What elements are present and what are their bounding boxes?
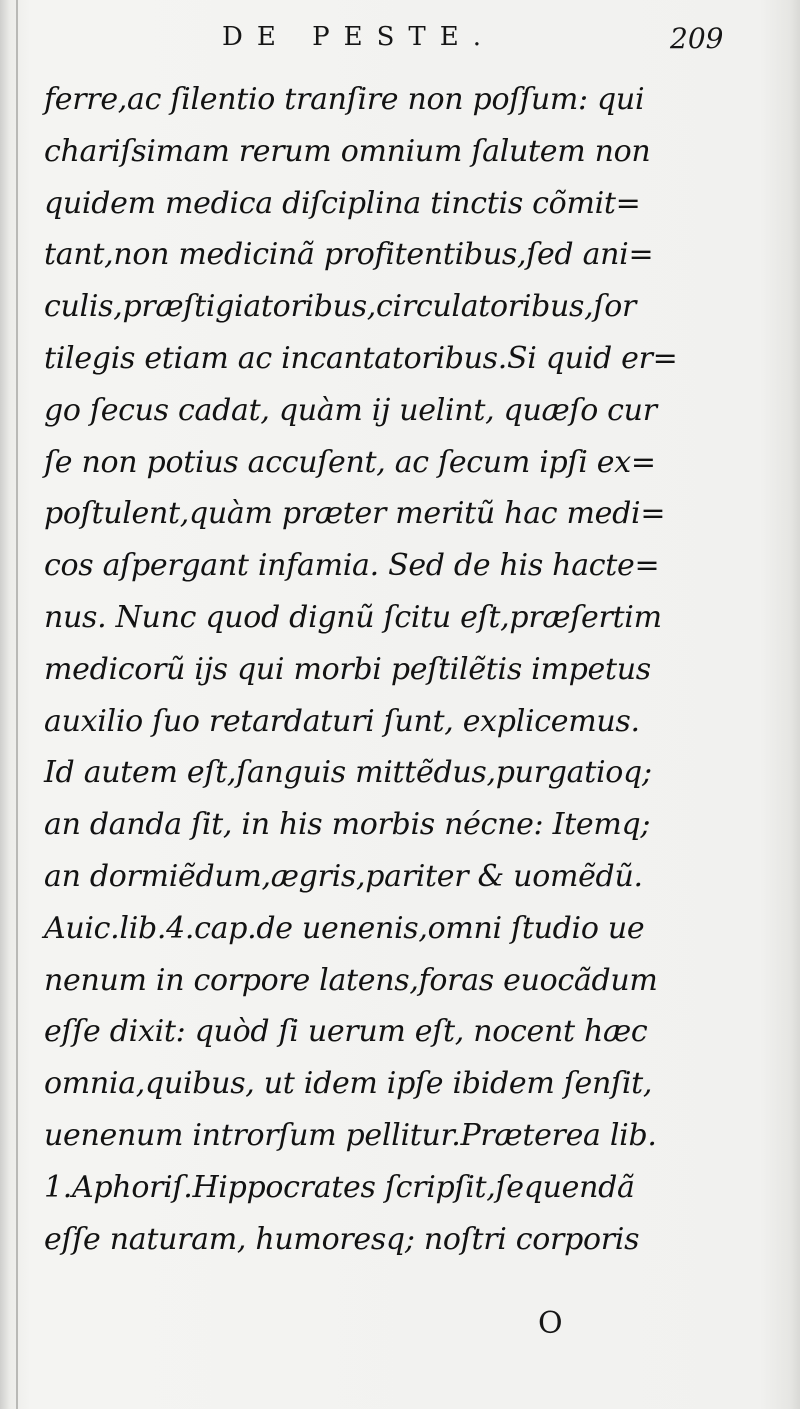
text-line: omnia,quibus, ut idem ipſe ibidem ſenſit,: [44, 1066, 653, 1102]
text-line: go ſecus cadat, quàm ij uelint, quæſo cur: [44, 392, 657, 428]
text-line: eſſe dixit: quòd ſi uerum eſt, nocent hæc: [44, 1014, 648, 1050]
page-number: 209: [670, 22, 724, 55]
text-line: tilegis etiam ac incantatoribus.Si quid er=: [44, 340, 678, 376]
text-line: uenenum introrſum pellitur.Præterea lib.: [44, 1117, 657, 1153]
text-line: culis,præſtigiatoribus,circulatoribus,ſor: [44, 289, 636, 325]
text-line: nus. Nunc quod dignũ ſcitu eſt,præſertim: [44, 599, 662, 635]
text-line: 1.Aphoriſ.Hippocrates ſcripſit,ſequendã: [44, 1169, 635, 1205]
text-line: Id autem eſt,ſanguis mittẽdus,purgatioq;: [44, 755, 652, 791]
text-line: auxilio ſuo retardaturi ſunt, explicemus.: [44, 703, 640, 739]
text-line: Auic.lib.4.cap.de uenenis,omni ſtudio ue: [44, 910, 645, 946]
text-line: chariſsimam rerum omnium ſalutem non: [44, 133, 651, 169]
text-line: eſſe naturam, humoresq; noſtri corporis: [44, 1221, 640, 1257]
text-line: tant,non medicinã profitentibus,ſed ani=: [44, 237, 654, 273]
body-text: [44, 74, 740, 1265]
text-line: nenum in corpore latens,foras euocãdum: [44, 962, 658, 998]
text-line: an dormiẽdum,ægris,pariter & uomẽdũ.: [44, 858, 643, 894]
text-line: quidem medica diſciplina tinctis cõmit=: [44, 185, 641, 221]
text-line: poſtulent,quàm præter meritũ hac medi=: [44, 496, 666, 532]
text-line: ſe non potius accuſent, ac ſecum ipſi ex=: [44, 444, 656, 480]
text-line: cos aſpergant infamia. Sed de his hacte=: [44, 548, 660, 584]
page-gutter: [16, 0, 18, 1409]
text-line: medicorũ ijs qui morbi peſtilẽtis impetus: [44, 651, 651, 687]
text-line: ferre,ac ſilentio tranſire non poſſum: qui: [44, 82, 645, 117]
text-line: an danda ſit, in his morbis nécne: Itemq;: [44, 807, 651, 843]
running-title: DE PESTE.: [222, 22, 495, 52]
page-header: [0, 22, 800, 62]
signature-mark: O: [538, 1306, 563, 1341]
